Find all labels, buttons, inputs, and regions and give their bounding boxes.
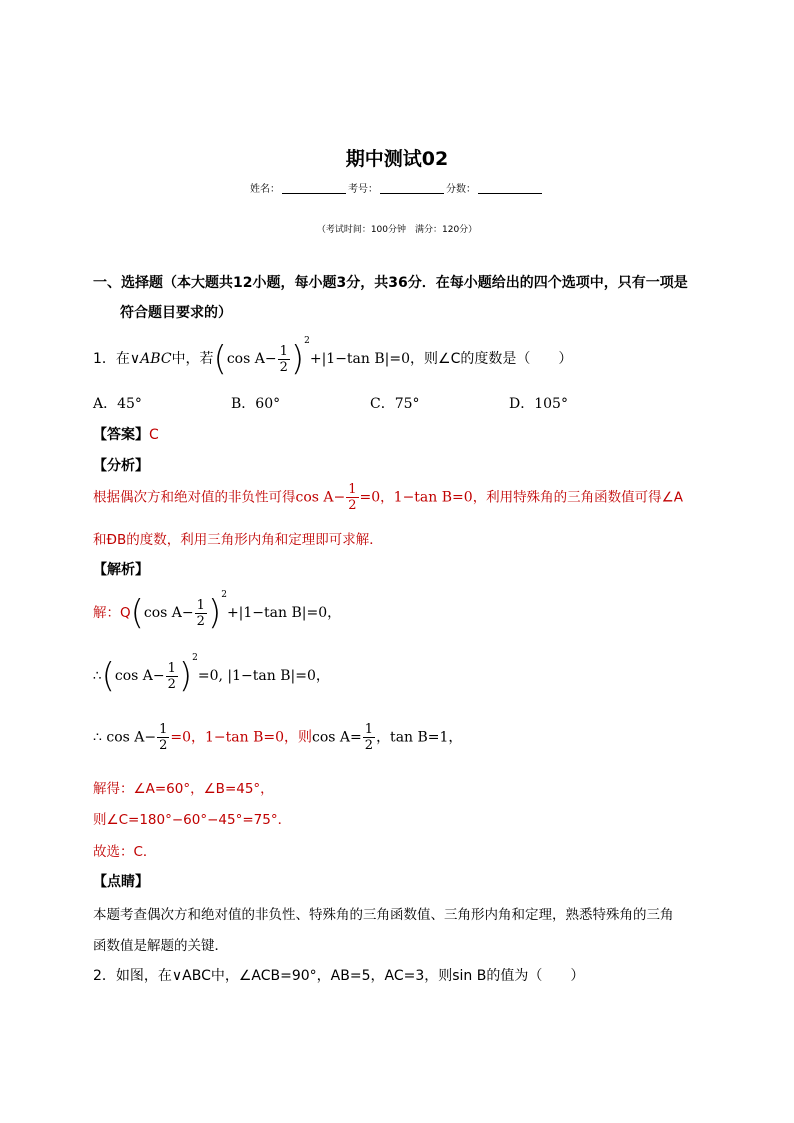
analysis-text-a: 根据偶次方和绝对值的非负性可得 bbox=[93, 489, 296, 506]
s1-tail: +|1−tan B|=0， bbox=[226, 605, 342, 621]
fraction-den: 2 bbox=[279, 359, 288, 375]
solution-label: 【解析】 bbox=[93, 562, 149, 578]
s3-fraction-2 bbox=[363, 722, 375, 753]
s1-prefix: 解：Q bbox=[93, 605, 131, 621]
right-paren: ) bbox=[290, 339, 305, 379]
question-1 bbox=[93, 336, 573, 379]
q1-fraction bbox=[278, 344, 290, 375]
s3-d: ，tan B=1， bbox=[376, 729, 463, 746]
right-paren: ) bbox=[178, 656, 193, 696]
q1-tail: ，则∠C的度数是（ ） bbox=[410, 351, 573, 367]
analysis-eq1-tail: =0 bbox=[359, 489, 381, 506]
q1-mid: 中，若 bbox=[171, 351, 214, 367]
analysis-eq1: cos A− bbox=[295, 489, 346, 506]
s2-prefix: ∴ bbox=[93, 668, 102, 684]
score-blank[interactable] bbox=[478, 183, 542, 194]
student-info-line bbox=[0, 180, 794, 195]
section-line-2: 符合题目要求的） bbox=[120, 305, 232, 321]
s2-fraction bbox=[166, 661, 178, 692]
left-paren: ( bbox=[213, 339, 227, 379]
fraction-num: 1 bbox=[364, 722, 374, 737]
option-c[interactable]: C．75° bbox=[370, 396, 420, 412]
question-2: 2．如图，在∨ABC中，∠ACB=90°，AB=5，AC=3，则sin B的值为（ ） bbox=[93, 968, 585, 984]
fraction-den: 2 bbox=[364, 738, 374, 753]
fraction-num: 1 bbox=[348, 482, 357, 497]
analysis-eq2: 1−tan B=0 bbox=[393, 489, 473, 506]
id-label: 考号： bbox=[348, 184, 378, 195]
name-label: 姓名： bbox=[250, 184, 280, 195]
analysis-fraction bbox=[346, 482, 358, 513]
s1-cos: cos A− bbox=[143, 605, 194, 621]
comment-line-2: 函数值是解题的关键． bbox=[93, 938, 228, 954]
solution-step-1 bbox=[93, 590, 342, 633]
s3-fraction-1 bbox=[157, 722, 169, 753]
section-header bbox=[93, 268, 713, 328]
fraction-num: 1 bbox=[196, 597, 205, 613]
right-paren: ) bbox=[207, 593, 222, 633]
score-label: 分数： bbox=[446, 184, 476, 195]
fraction-den: 2 bbox=[348, 498, 357, 513]
fraction-den: 2 bbox=[196, 613, 205, 629]
option-a[interactable]: A．45° bbox=[93, 396, 142, 412]
solution-step-3 bbox=[93, 722, 462, 753]
solution-step-4: 解得：∠A=60°，∠B=45°， bbox=[93, 781, 274, 797]
option-d[interactable]: D．105° bbox=[509, 396, 568, 412]
name-blank[interactable] bbox=[282, 183, 346, 194]
answer-row bbox=[93, 424, 159, 444]
analysis-label: 【分析】 bbox=[93, 458, 149, 474]
analysis-text-b: ， bbox=[380, 489, 394, 506]
option-b[interactable]: B．60° bbox=[231, 396, 281, 412]
fraction-num: 1 bbox=[279, 343, 288, 359]
analysis-line-2: 和ÐB的度数，利用三角形内角和定理即可求解． bbox=[93, 532, 383, 548]
s2-cos: cos A− bbox=[114, 668, 165, 684]
s3-c: cos A= bbox=[312, 729, 362, 746]
comment-label: 【点睛】 bbox=[93, 874, 149, 890]
comment-line-1: 本题考查偶次方和绝对值的非负性、特殊角的三角函数值、三角形内角和定理，熟悉特殊角的三角 bbox=[93, 907, 674, 923]
left-paren: ( bbox=[130, 593, 144, 633]
id-blank[interactable] bbox=[380, 183, 444, 194]
s2-tail: =0, |1−tan B|=0， bbox=[197, 668, 330, 684]
solution-step-5: 则∠C=180°−60°−45°=75°． bbox=[93, 812, 292, 828]
analysis-text-c: ，利用特殊角的三角函数值可得∠A bbox=[472, 489, 684, 506]
fraction-num: 1 bbox=[159, 722, 168, 737]
section-line-1: 一、选择题（本大题共12小题，每小题3分，共36分．在每小题给出的四个选项中，只有一项是 bbox=[93, 275, 688, 291]
exam-note: （考试时间：100分钟 满分：120分） bbox=[316, 225, 478, 235]
solution-step-2 bbox=[93, 653, 330, 696]
s3-b: =0，1−tan B=0，则 bbox=[170, 729, 313, 746]
q1-triangle: ∨ABC bbox=[129, 351, 172, 367]
q1-exponent: 2 bbox=[304, 336, 310, 346]
page-title: 期中测试02 bbox=[345, 148, 449, 170]
q1-prefix: 1．在 bbox=[93, 351, 130, 367]
fraction-den: 2 bbox=[167, 676, 176, 692]
s2-exp: 2 bbox=[192, 653, 198, 663]
analysis-line-1 bbox=[93, 482, 683, 513]
q1-cos-a: cos A− bbox=[226, 351, 277, 367]
left-paren: ( bbox=[101, 656, 115, 696]
answer-label: 【答案】 bbox=[93, 427, 149, 443]
s1-fraction bbox=[195, 598, 207, 629]
fraction-num: 1 bbox=[167, 660, 176, 676]
q1-abs-part: +|1−tan B|=0 bbox=[309, 351, 411, 367]
solution-step-6: 故选：C． bbox=[93, 844, 157, 860]
answer-value: C bbox=[149, 427, 159, 443]
s3-a: ∴ cos A− bbox=[93, 729, 157, 746]
s1-exp: 2 bbox=[221, 590, 227, 600]
fraction-den: 2 bbox=[159, 738, 168, 753]
